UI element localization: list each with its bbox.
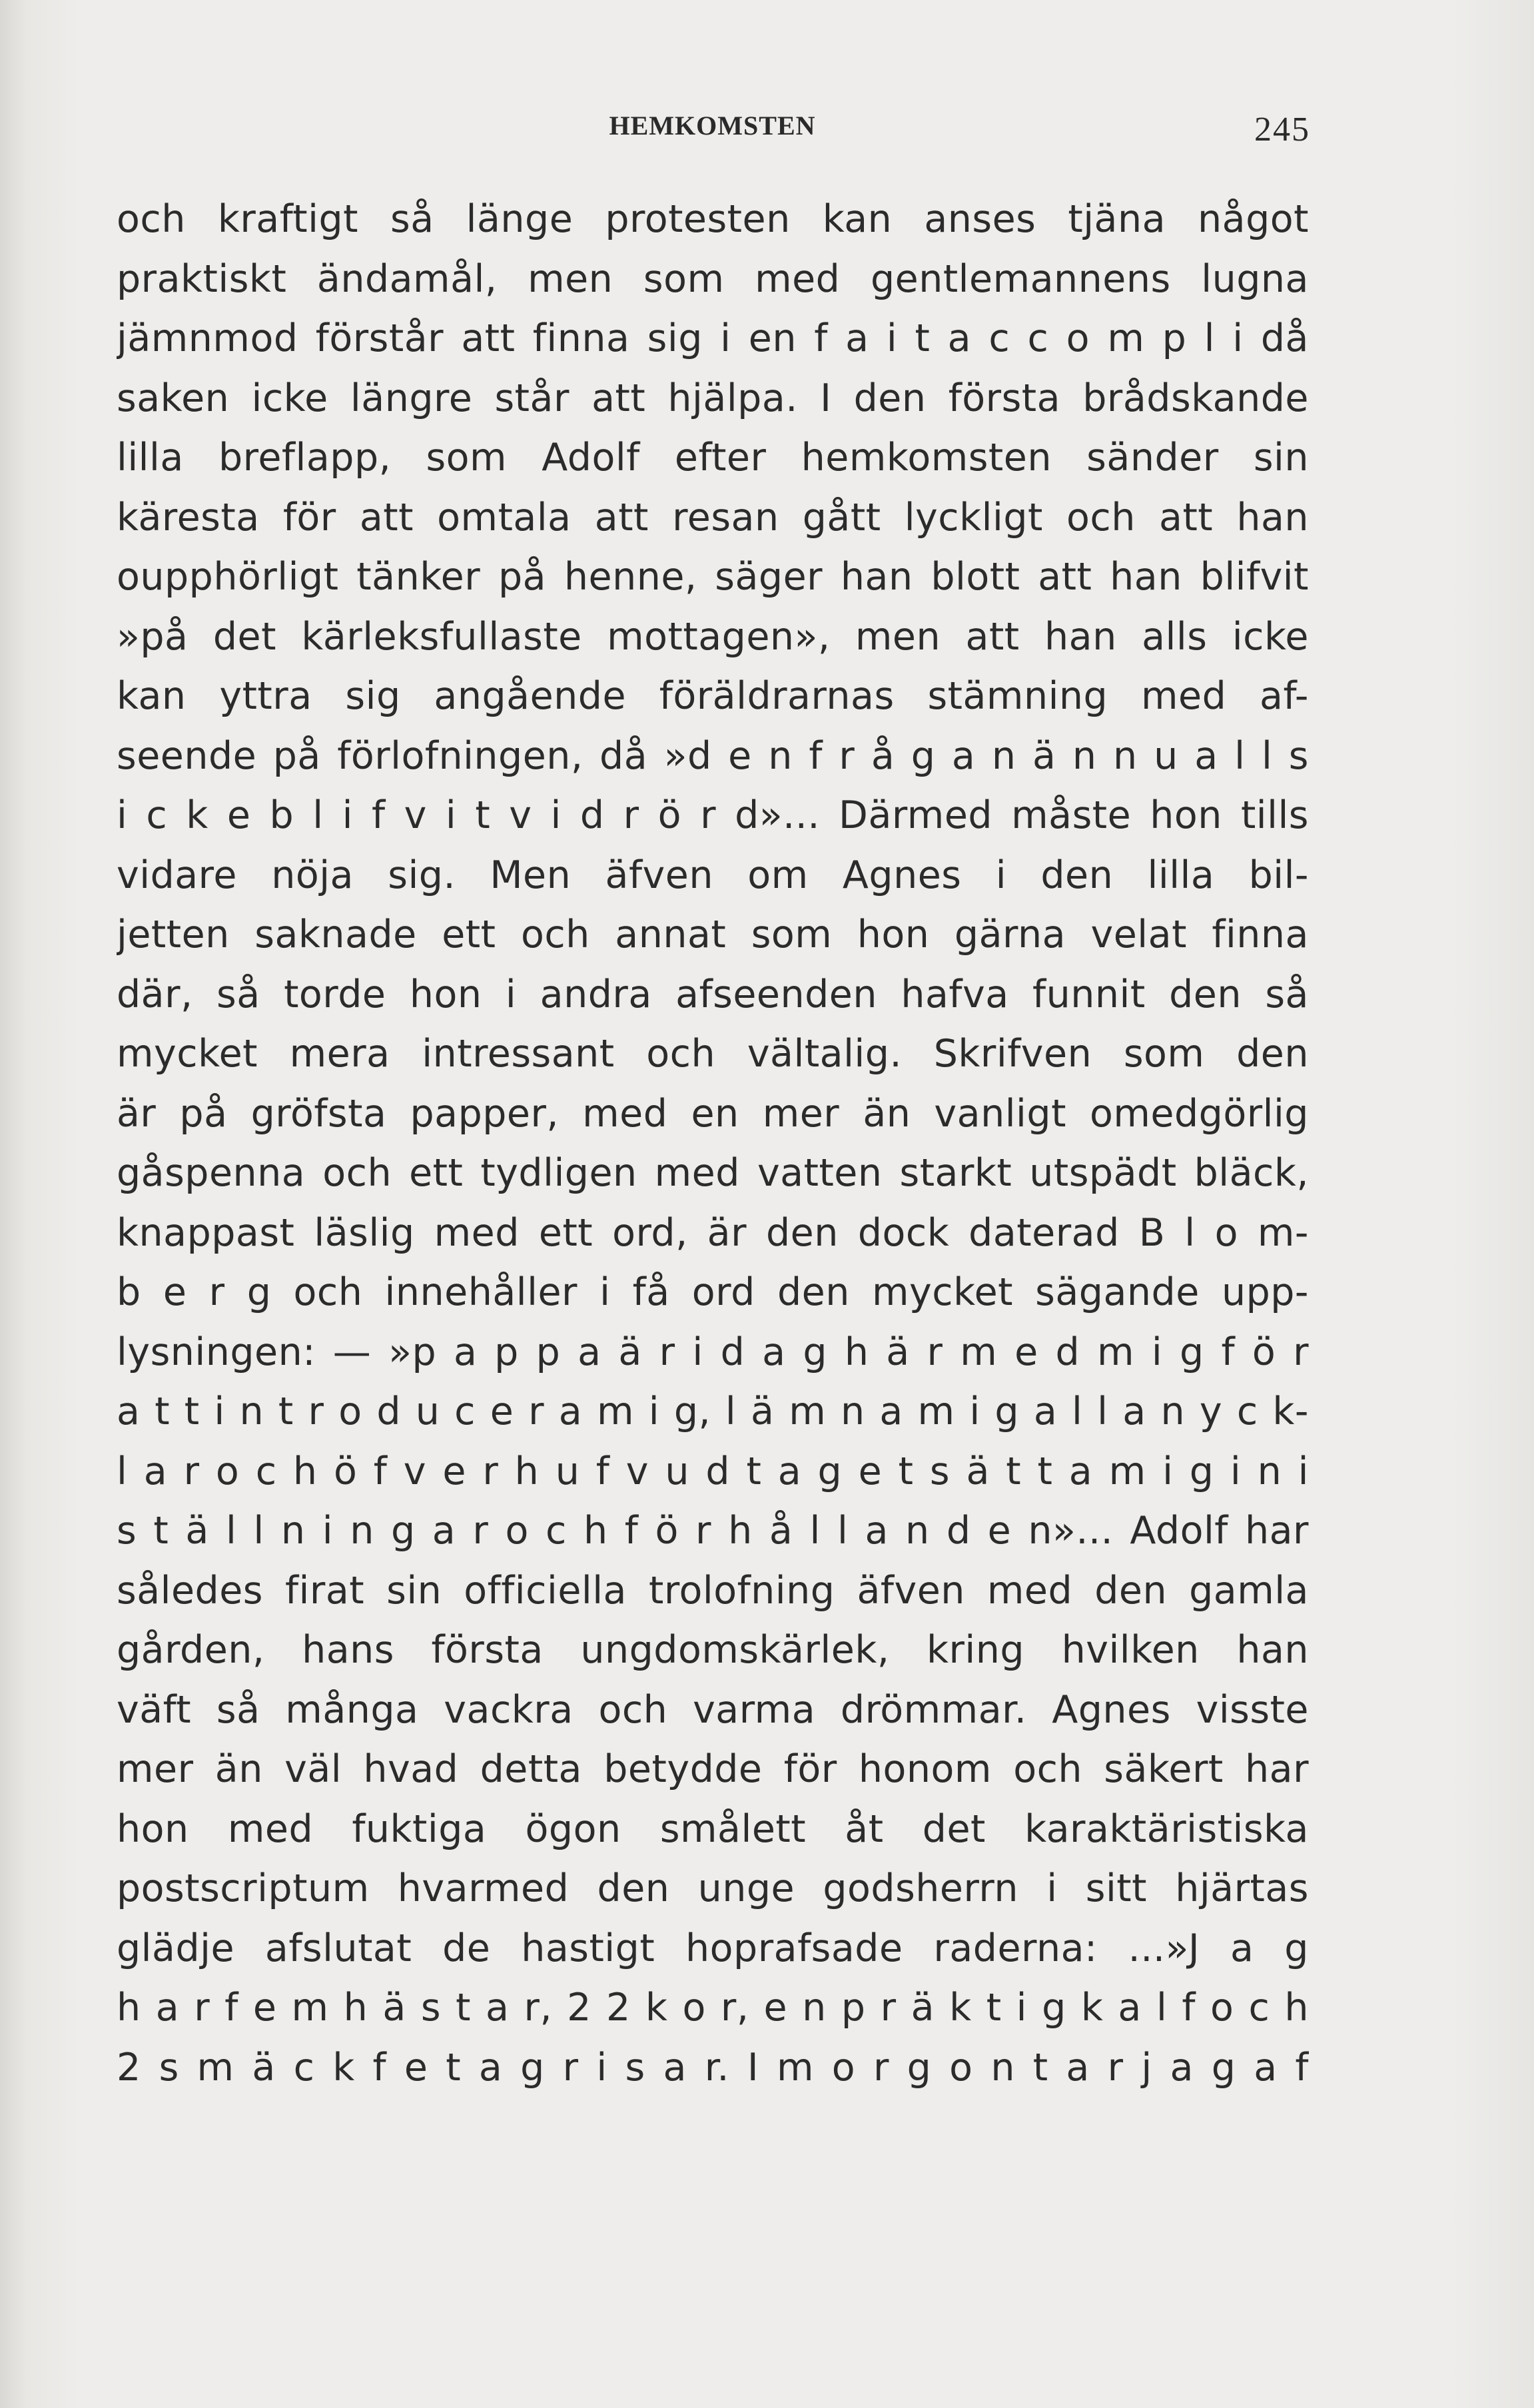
text-line: och kraftigt så länge protesten kan anses tjäna något bbox=[117, 197, 1309, 241]
text-line: 2 s m ä c k f e t a g r i s a r. I m o r g o n t a r j a g a f bbox=[117, 2045, 1309, 2090]
text-line: l a r o c h ö f v e r h u f v u d t a g e t s ä t t a m i g i n i bbox=[117, 1449, 1309, 1493]
text-line: a t t i n t r o d u c e r a m i g, l ä m n a m i g a l l a n y c k- bbox=[117, 1390, 1309, 1433]
text-line: är på gröfsta papper, med en mer än vanligt omedgörlig bbox=[117, 1091, 1309, 1136]
text-line: s t ä l l n i n g a r o c h f ö r h å l l a n d e n»... Adolf har bbox=[117, 1509, 1309, 1553]
text-line: vidare nöja sig. Men äfven om Agnes i den lilla bil- bbox=[117, 853, 1309, 897]
text-line: hon med fuktiga ögon smålett åt det karaktäristiska bbox=[117, 1806, 1309, 1851]
running-title: HEMKOMSTEN bbox=[609, 111, 816, 141]
page-number: 245 bbox=[1254, 111, 1310, 149]
text-line: lysningen: — »p a p p a ä r i d a g h ä r m e d m i g f ö r bbox=[117, 1330, 1309, 1374]
text-line: käresta för att omtala att resan gått lyckligt och att han bbox=[117, 495, 1309, 540]
text-line: lilla breflapp, som Adolf efter hemkomsten sänder sin bbox=[117, 436, 1309, 480]
text-line: jetten saknade ett och annat som hon gärna velat finna bbox=[117, 913, 1309, 957]
text-line: saken icke längre står att hjälpa. I den första brådskande bbox=[117, 376, 1309, 420]
text-line: »på det kärleksfullaste mottagen», men att han alls icke bbox=[117, 614, 1309, 659]
text-line: jämnmod förstår att finna sig i en f a i t a c c o m p l i då bbox=[117, 316, 1309, 360]
running-head bbox=[115, 110, 1310, 150]
text-line: oupphörligt tänker på henne, säger han blott att han blifvit bbox=[117, 555, 1309, 599]
text-line: b e r g och innehåller i få ord den mycket sägande upp- bbox=[117, 1270, 1309, 1314]
text-line: praktiskt ändamål, men som med gentlemannens lugna bbox=[117, 256, 1309, 301]
text-line: knappast läslig med ett ord, är den dock daterad B l o m- bbox=[117, 1210, 1309, 1255]
text-line: postscriptum hvarmed den unge godsherrn i sitt hjärtas bbox=[117, 1866, 1309, 1910]
text-line: väft så många vackra och varma drömmar. Agnes visste bbox=[117, 1687, 1309, 1732]
text-line: gåspenna och ett tydligen med vatten starkt utspädt bläck, bbox=[117, 1151, 1309, 1195]
text-line: mycket mera intressant och vältalig. Skrifven som den bbox=[117, 1032, 1309, 1076]
text-line: mer än väl hvad detta betydde för honom och säkert har bbox=[117, 1747, 1309, 1791]
text-line: gården, hans första ungdomskärlek, kring hvilken han bbox=[117, 1628, 1309, 1672]
body-text bbox=[117, 190, 1309, 2098]
text-line: där, så torde hon i andra afseenden hafva funnit den så bbox=[117, 972, 1309, 1016]
text-line: kan yttra sig angående föräldrarnas stämning med af- bbox=[117, 674, 1309, 718]
text-line: h a r f e m h ä s t a r, 2 2 k o r, e n p r ä k t i g k a l f o c h bbox=[117, 1986, 1309, 2030]
text-line: i c k e b l i f v i t v i d r ö r d»... Därmed måste hon tills bbox=[117, 793, 1309, 837]
text-line: seende på förlofningen, då »d e n f r å g a n ä n n u a l l s bbox=[117, 733, 1309, 778]
text-line: således firat sin officiella trolofning äfven med den gamla bbox=[117, 1568, 1309, 1613]
text-line: glädje afslutat de hastigt hoprafsade raderna: ...»J a g bbox=[117, 1926, 1309, 1970]
